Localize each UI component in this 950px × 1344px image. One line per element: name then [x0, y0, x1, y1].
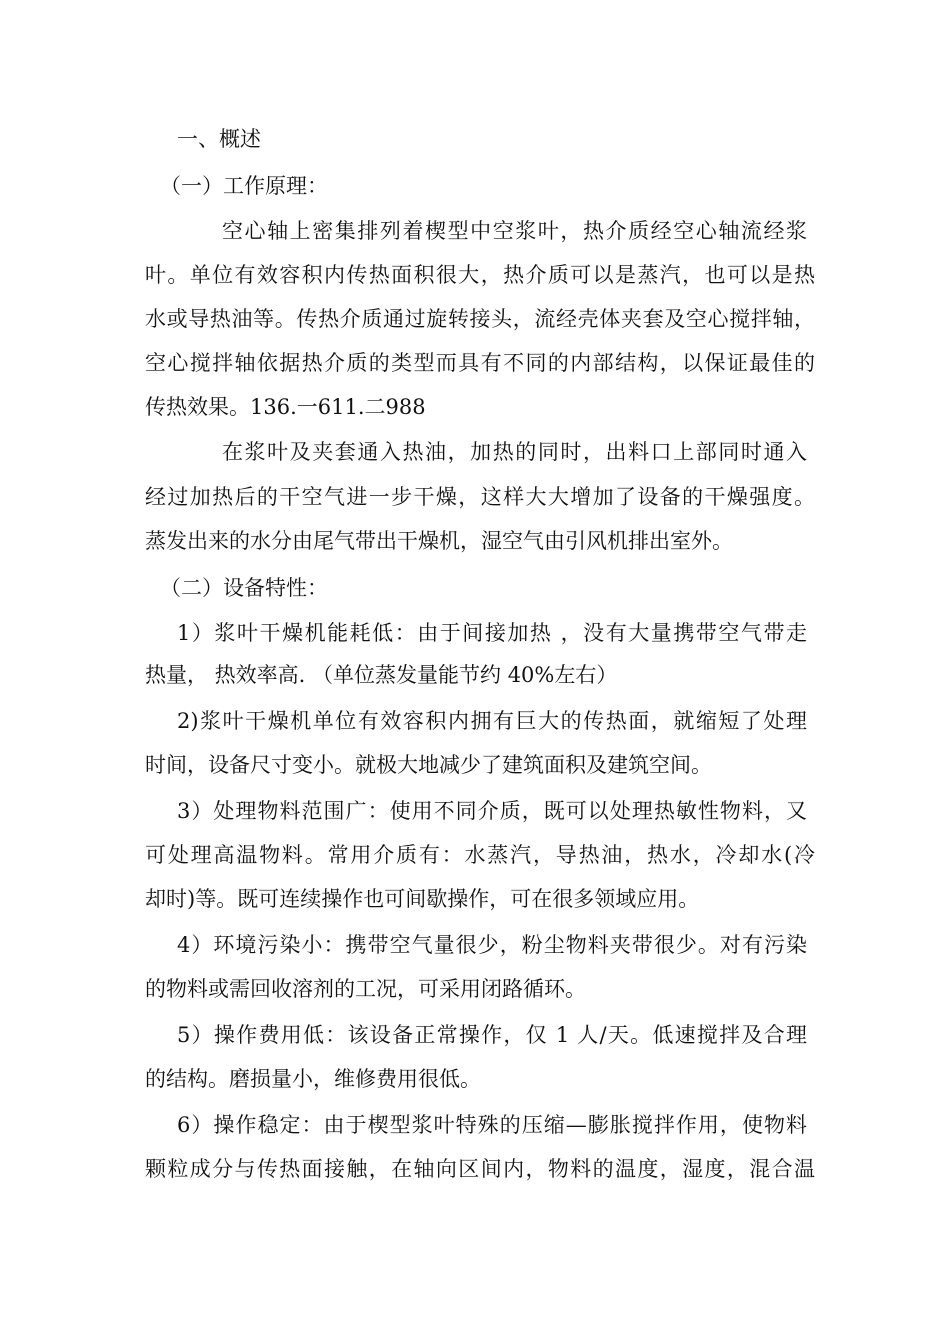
- list-item-line: 3）处理物料范围广：使用不同介质，既可以处理热敏性物料，又: [177, 799, 807, 823]
- paragraph-line: 空心轴上密集排列着楔型中空浆叶，热介质经空心轴流经浆: [222, 219, 807, 243]
- list-item-line: 5）操作费用低：该设备正常操作，仅 1 人/天。低速搅拌及合理: [177, 1023, 807, 1047]
- paragraph-line: 传热效果。136.一611.二988: [145, 395, 426, 419]
- list-item-line: 1）浆叶干燥机能耗低：由于间接加热 ，没有大量携带空气带走: [177, 621, 807, 645]
- paragraph-line: 空心搅拌轴依据热介质的类型而具有不同的内部结构，以保证最佳的: [145, 351, 815, 375]
- list-item-line: 4）环境污染小：携带空气量很少，粉尘物料夹带很少。对有污染: [177, 933, 807, 957]
- list-item-line: 2)浆叶干燥机单位有效容积内拥有巨大的传热面，就缩短了处理: [177, 709, 807, 733]
- paragraph-line: 在浆叶及夹套通入热油，加热的同时，出料口上部同时通入: [222, 440, 807, 464]
- list-item-line: 可处理高温物料。常用介质有：水蒸汽，导热油，热水，冷却水(冷: [145, 843, 815, 867]
- list-item-line: 颗粒成分与传热面接触，在轴向区间内，物料的温度，湿度，混合温: [145, 1157, 815, 1181]
- section-title-working-principle: （一）工作原理：: [160, 174, 328, 198]
- section-title-equipment-features: （二）设备特性：: [160, 576, 328, 600]
- heading-overview: 一、概述: [177, 127, 261, 151]
- paragraph-line: 水或导热油等。传热介质通过旋转接头，流经壳体夹套及空心搅拌轴，: [145, 307, 815, 331]
- paragraph-line: 叶。单位有效容积内传热面积很大，热介质可以是蒸汽，也可以是热: [145, 263, 815, 287]
- paragraph-line: 经过加热后的干空气进一步干燥，这样大大增加了设备的干燥强度。: [145, 485, 815, 509]
- list-item-line: 的物料或需回收溶剂的工况，可采用闭路循环。: [145, 977, 586, 1001]
- list-item-line: 6）操作稳定：由于楔型浆叶特殊的压缩—膨胀搅拌作用，使物料: [177, 1113, 807, 1137]
- paragraph-line: 蒸发出来的水分由尾气带出干燥机，湿空气由引风机排出室外。: [145, 529, 733, 553]
- list-item-line: 却时)等。既可连续操作也可间歇操作，可在很多领域应用。: [145, 887, 700, 911]
- list-item-line: 时间，设备尺寸变小。就极大地减少了建筑面积及建筑空间。: [145, 753, 712, 777]
- list-item-line: 的结构。磨损量小，维修费用很低。: [145, 1067, 481, 1091]
- list-item-line: 热量， 热效率高. （单位蒸发量能节约 40%左右）: [145, 663, 618, 687]
